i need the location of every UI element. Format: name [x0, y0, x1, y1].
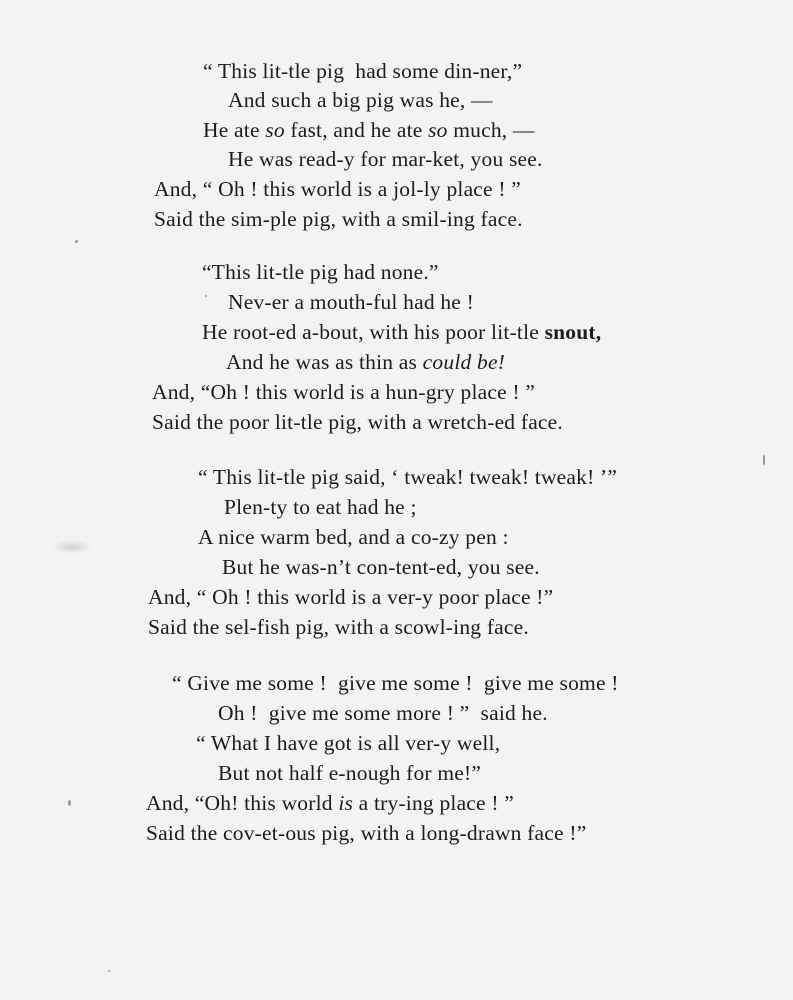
italic-text: could be!	[422, 350, 506, 374]
poem-line: Oh ! give me some more ! ” said he.	[218, 701, 548, 725]
text-run: fast, and he ate	[284, 118, 429, 142]
italic-text: so	[428, 118, 448, 142]
italic-text: so	[265, 118, 285, 142]
poem-line: “ This lit-tle pig had some din-ner,”	[203, 59, 523, 83]
poem-line: “ Give me some ! give me some ! give me some !	[172, 671, 619, 695]
ink-speck	[75, 240, 78, 243]
page-smudge	[52, 540, 92, 554]
poem-line: Said the poor lit-tle pig, with a wretch-ed face.	[152, 410, 563, 434]
poem-line: And, “Oh ! this world is a hun-gry place ! ”	[152, 380, 536, 404]
text-run: And he was as thin as	[226, 350, 423, 374]
poem-line: “ What I have got is all ver-y well,	[196, 731, 501, 755]
poem-line: “This lit-tle pig had none.”	[202, 260, 439, 284]
poem-line: And, “ Oh ! this world is a jol-ly place ! ”	[154, 177, 522, 201]
poem-line: Said the cov-et-ous pig, with a long-drawn face !”	[146, 821, 587, 845]
poem-line: He was read-y for mar-ket, you see.	[228, 147, 543, 171]
text-run: a try-ing place ! ”	[353, 791, 515, 815]
poem-line: Said the sim-ple pig, with a smil-ing face.	[154, 207, 523, 231]
poem-line: And such a big pig was he, —	[228, 88, 493, 112]
poem-line	[226, 348, 505, 376]
poem-line: Nev-er a mouth-ful had he !	[228, 290, 474, 314]
poem-line: Plen-ty to eat had he ;	[224, 495, 417, 519]
poem-line: “ This lit-tle pig said, ‘ tweak! tweak! tweak! ’”	[198, 465, 618, 489]
poem-line	[202, 318, 601, 346]
poem-line: A nice warm bed, and a co-zy pen :	[198, 525, 509, 549]
poem-line: But not half e-nough for me!”	[218, 761, 482, 785]
ink-speck	[68, 800, 71, 806]
poem-line: But he was-n’t con-tent-ed, you see.	[222, 555, 540, 579]
text-run: And, “Oh! this world	[146, 791, 339, 815]
ink-speck	[205, 295, 207, 297]
text-run: He ate	[203, 118, 266, 142]
bold-text: snout,	[544, 320, 602, 344]
poem-line: And, “ Oh ! this world is a ver-y poor place !”	[148, 585, 554, 609]
poem-line	[203, 116, 535, 144]
text-run: He root-ed a-bout, with his poor lit-tle	[202, 320, 545, 344]
ink-speck	[763, 455, 765, 465]
ink-speck	[108, 970, 110, 972]
italic-text: is	[338, 791, 354, 815]
poem-line	[146, 789, 514, 817]
text-run: much, —	[447, 118, 535, 142]
poem-line: Said the sel-fish pig, with a scowl-ing face.	[148, 615, 529, 639]
